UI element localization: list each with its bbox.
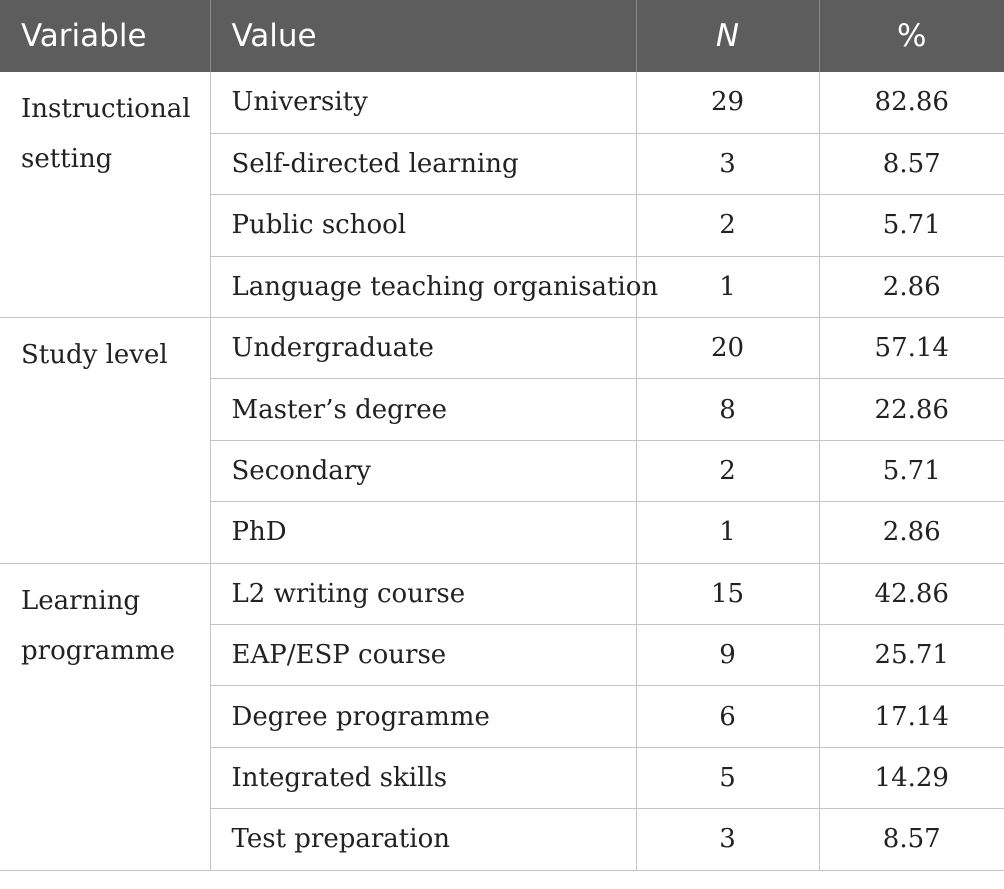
value-cell: Integrated skills [210,747,636,808]
n-cell: 3 [636,133,819,194]
header-n: N [636,0,819,72]
percent-cell: 5.71 [819,440,1004,501]
percent-cell: 25.71 [819,625,1004,686]
value-cell: University [210,72,636,133]
percent-cell: 57.14 [819,318,1004,379]
percent-cell: 82.86 [819,72,1004,133]
table-header [0,0,1004,72]
n-cell: 5 [636,747,819,808]
value-cell: L2 writing course [210,563,636,624]
percent-cell: 5.71 [819,195,1004,256]
header-percent: % [819,0,1004,72]
n-cell: 29 [636,72,819,133]
percent-cell: 22.86 [819,379,1004,440]
n-cell: 1 [636,256,819,317]
value-cell: Test preparation [210,809,636,870]
percent-cell: 17.14 [819,686,1004,747]
n-cell: 3 [636,809,819,870]
value-cell: Language teaching organisation [210,256,636,317]
table-row [0,72,1004,133]
n-cell: 8 [636,379,819,440]
header-value: Value [210,0,636,72]
value-cell: EAP/ESP course [210,625,636,686]
header-row [0,0,1004,72]
percent-cell: 8.57 [819,133,1004,194]
n-cell: 2 [636,440,819,501]
header-variable: Variable [0,0,210,72]
percent-cell: 42.86 [819,563,1004,624]
value-cell: Self-directed learning [210,133,636,194]
value-cell: PhD [210,502,636,563]
variable-cell: Instructional setting [0,72,210,318]
n-cell: 9 [636,625,819,686]
percent-cell: 2.86 [819,256,1004,317]
percent-cell: 8.57 [819,809,1004,870]
table-body [0,72,1004,870]
percent-cell: 14.29 [819,747,1004,808]
table-row [0,318,1004,379]
n-cell: 2 [636,195,819,256]
variable-cell: Learning programme [0,563,210,870]
n-cell: 20 [636,318,819,379]
n-cell: 15 [636,563,819,624]
value-cell: Public school [210,195,636,256]
value-cell: Undergraduate [210,318,636,379]
value-cell: Secondary [210,440,636,501]
value-cell: Degree programme [210,686,636,747]
n-cell: 6 [636,686,819,747]
percent-cell: 2.86 [819,502,1004,563]
n-cell: 1 [636,502,819,563]
value-cell: Master’s degree [210,379,636,440]
table-row [0,563,1004,624]
variable-cell: Study level [0,318,210,564]
